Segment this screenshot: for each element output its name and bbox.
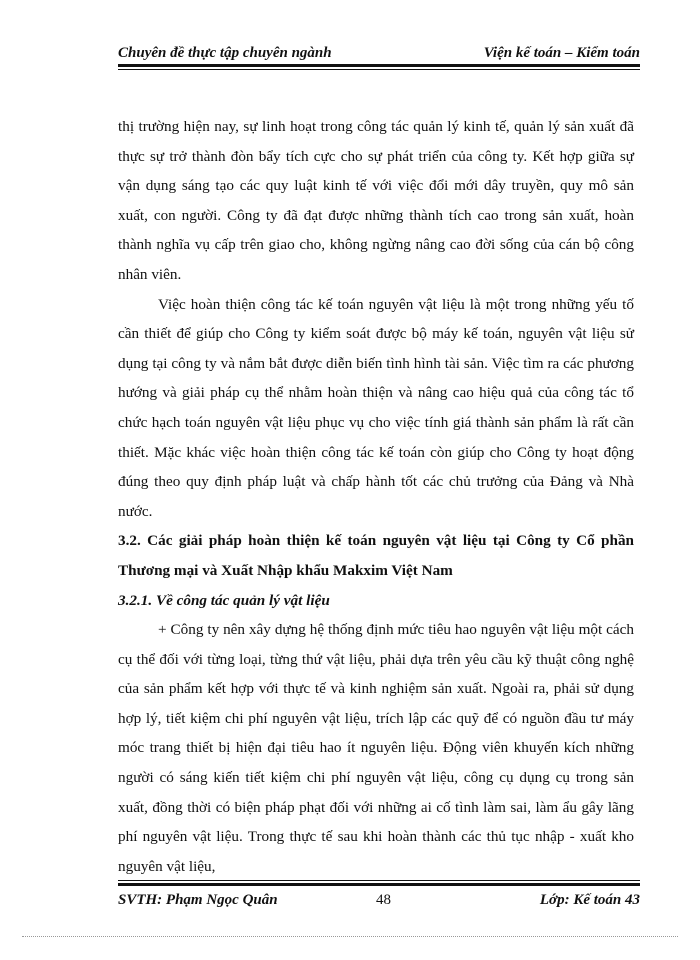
page-header (118, 36, 640, 62)
header-right-title: Viện kế toán – Kiểm toán (483, 45, 640, 61)
footer-class: Lớp: Kế toán 43 (539, 891, 640, 908)
subsection-heading: 3.2.1. Về công tác quản lý vật liệu (118, 591, 330, 609)
paragraph-2: Việc hoàn thiện công tác kế toán nguyên vật liệu là một trong những yếu tố cần thiết để giúp cho Công ty kiểm soát được bộ máy kế toán, nguyên vật liệu sử dụng tại công ty và nắm bắt được diễn biến tình hình tài sản. Việc tìm ra các phương hướng và giải pháp cụ thể nhằm hoàn thiện và nâng cao hiệu quả của công tác tổ chức hạch toán nguyên vật liệu phục vụ cho việc tính giá thành sản phẩm là rất cần thiết. Mặc khác việc hoàn thiện công tác kế toán còn giúp cho Công ty hoạt động đúng theo quy định pháp luật và chấp hành tốt các chủ trưởng của Đảng và Nhà nước. (118, 295, 634, 520)
paragraph-3: + Công ty nên xây dựng hệ thống định mức tiêu hao nguyên vật liệu một cách cụ thể đối với từng loại, từng thứ vật liệu, phải dựa trên yêu cầu kỹ thuật công nghệ của sản phẩm kết hợp với thực tế và kinh nghiệm sản xuất. Ngoài ra, phải sử dụng hợp lý, tiết kiệm chi phí nguyên vật liệu, trích lập các quỹ để có nguồn đầu tư máy móc trang thiết bị hiện đại tiêu hao ít nguyên liệu. Động viên khuyến kích những người có sáng kiến tiết kiệm chi phí nguyên vật liệu, công cụ dụng cụ trong sản xuất, đồng thời có biện pháp phạt đối với những ai cố tình làm sai, làm ẩu gây lãng phí nguyên vật liệu. Trong thực tế sau khi hoàn thành các thủ tục nhập - xuất kho nguyên vật liệu, (118, 621, 634, 875)
page-footer (118, 888, 640, 912)
header-left-title: Chuyên đề thực tập chuyên ngành (118, 45, 332, 61)
page-edge-divider (22, 936, 678, 937)
header-rule (118, 64, 640, 70)
footer-student: SVTH: Phạm Ngọc Quân (118, 891, 278, 908)
paragraph-1: thị trường hiện nay, sự linh hoạt trong công tác quản lý kinh tế, quản lý sản xuất đã thực sự trở thành đòn bẩy tích cực cho sự phát triển của công ty. Kết hợp giữa sự vận dụng sáng tạo các quy luật kinh tế với việc đổi mới dây truyền, quy mô sản xuất, con người. Công ty đã đạt được những thành tích cao trong sản xuất, hoàn thành nghĩa vụ cấp trên giao cho, không ngừng nâng cao đời sống của cán bộ công nhân viên. (118, 118, 634, 283)
body-content (118, 112, 634, 881)
page-number: 48 (376, 891, 391, 908)
section-heading: 3.2. Các giải pháp hoàn thiện kế toán nguyên vật liệu tại Công ty Cổ phần Thương mại và Xuất Nhập khẩu Makxim Việt Nam (118, 532, 634, 579)
footer-rule (118, 880, 640, 886)
